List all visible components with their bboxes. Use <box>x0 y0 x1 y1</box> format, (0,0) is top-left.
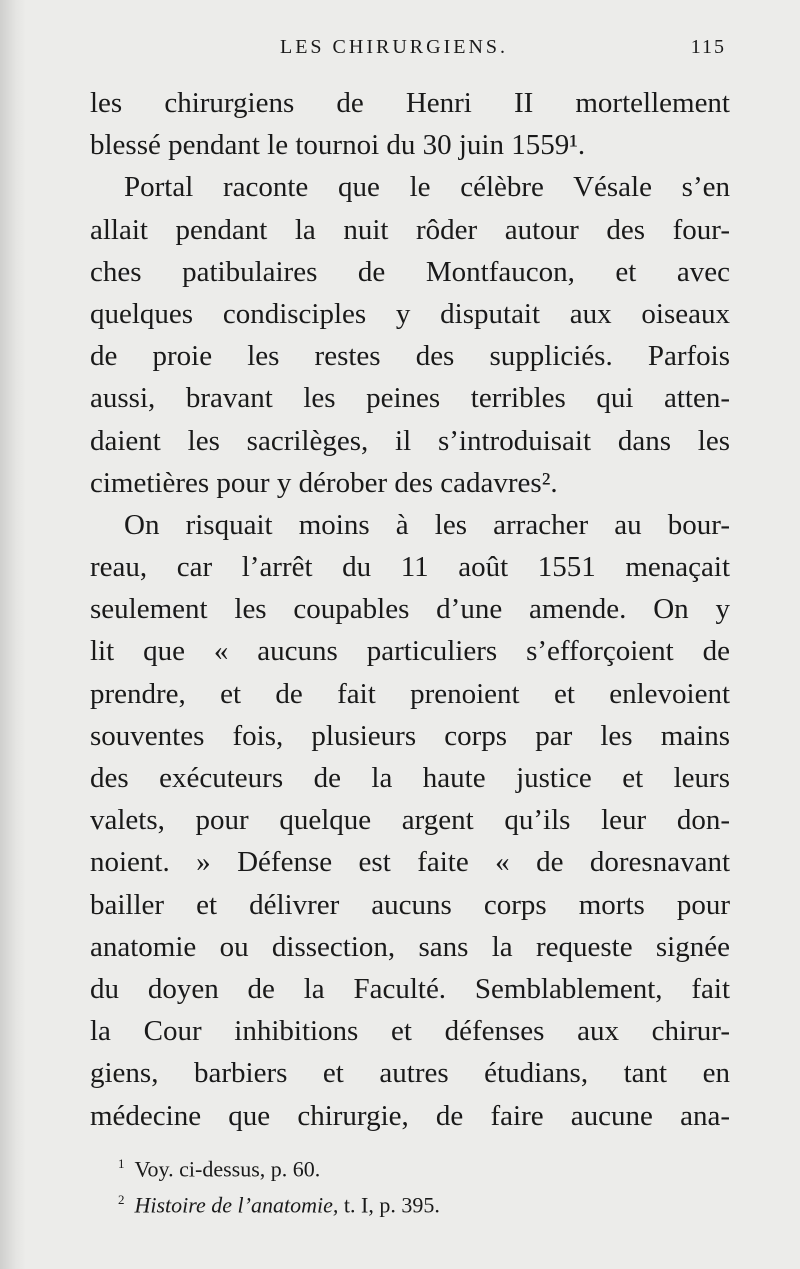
text-line: Portal raconte que le célèbre Vésale s’en <box>124 171 730 204</box>
text-line: anatomie ou dissection, sans la requeste signée <box>90 930 730 963</box>
text-line: aussi, bravant les peines terribles qui atten- <box>90 382 730 415</box>
text-line: seulement les coupables d’une amende. On y <box>90 593 730 626</box>
text-line: du doyen de la Faculté. Semblablement, fait <box>90 972 730 1005</box>
text-line: des exécuteurs de la haute justice et leurs <box>90 762 730 794</box>
body-text <box>90 82 730 1137</box>
footnote-2 <box>118 1184 718 1220</box>
page-number: 115 <box>690 36 726 58</box>
text-line: de proie les restes des suppliciés. Parfois <box>90 340 730 373</box>
text-line: valets, pour quelque argent qu’ils leur don- <box>90 804 730 837</box>
footnote-book-title: Histoire de l’anatomie, <box>134 1192 339 1218</box>
footnotes <box>118 1148 718 1221</box>
text-line: blessé pendant le tournoi du 30 juin 1559¹. <box>90 129 586 162</box>
text-line: reau, car l’arrêt du 11 août 1551 menaçait <box>90 551 730 584</box>
text-line: la Cour inhibitions et défenses aux chirur- <box>90 1015 730 1048</box>
text-line: médecine que chirurgie, de faire aucune ana- <box>90 1099 730 1132</box>
running-head <box>90 36 730 66</box>
footnote-1 <box>118 1148 718 1184</box>
text-line: les chirurgiens de Henri II mortellement <box>90 87 730 119</box>
text-line: bailler et délivrer aucuns corps morts pour <box>90 888 730 921</box>
text-line: lit que « aucuns particuliers s’efforçoient de <box>90 635 730 668</box>
text-line: prendre, et de fait prenoient et enlevoient <box>90 677 730 710</box>
text-line: allait pendant la nuit rôder autour des four- <box>90 213 730 246</box>
text-line: ches patibulaires de Montfaucon, et avec <box>90 255 730 288</box>
footnote-text: Voy. ci-dessus, p. 60. <box>134 1156 321 1182</box>
footnote-text: t. I, p. 395. <box>338 1192 440 1218</box>
running-title: LES CHIRURGIENS. <box>280 36 509 58</box>
text-line: On risquait moins à les arracher au bour- <box>124 508 730 541</box>
text-line: giens, barbiers et autres étudians, tant en <box>90 1057 730 1090</box>
text-line: cimetières pour y dérober des cadavres². <box>90 466 558 499</box>
text-line: noient. » Défense est faite « de doresnavant <box>90 846 730 879</box>
footnote-marker: 2 <box>118 1192 125 1208</box>
text-line: daient les sacrilèges, il s’introduisait dans les <box>90 424 730 457</box>
text-line: quelques condisciples y disputait aux oiseaux <box>90 297 730 330</box>
page-binding-shadow <box>0 0 26 1269</box>
text-line: souventes fois, plusieurs corps par les mains <box>90 719 730 752</box>
footnote-marker: 1 <box>118 1156 125 1171</box>
